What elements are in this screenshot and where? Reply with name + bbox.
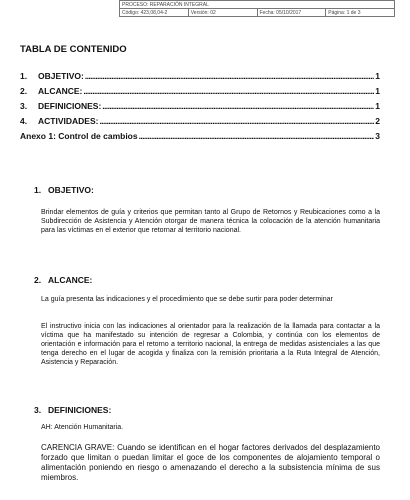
section-title: OBJETIVO: <box>48 185 94 195</box>
header-code: Código: 423,08,04-2 <box>120 9 189 17</box>
toc-item-definiciones[interactable] <box>20 101 380 116</box>
toc-item-alcance[interactable] <box>20 86 380 101</box>
toc-item-page: 1 <box>375 71 380 81</box>
alcance-paragraph-2: El instructivo inicia con las indicaciones al orientador para la realización de la llamada para contactar a la víctima que ha manifestado su intención de regresar a Colombia, y continúa con los elementos de orientación e información para el retorno a territorio nacional, la entrega de medidas asistenciales a las que tenga derecho en el lugar de acogida y finaliza con la remisión prioritaria a la Ruta Integral de Atención, Asistencia y Reparación. <box>41 323 380 366</box>
toc-item-page: 1 <box>375 86 380 96</box>
toc-leader-dots <box>85 71 374 81</box>
section-number: 2. <box>34 275 42 285</box>
toc-item-label: Anexo 1: Control de cambios <box>20 131 138 141</box>
toc-leader-dots <box>83 86 374 96</box>
definition-ah: AH: Atención Humanitaria. <box>41 424 124 431</box>
definition-term: CARENCIA GRAVE: <box>41 443 115 452</box>
header-process: PROCESO: REPARACIÓN INTEGRAL <box>120 1 395 9</box>
toc-title: TABLA DE CONTENIDO <box>20 44 127 55</box>
section-title: ALCANCE: <box>48 275 93 285</box>
toc-item-number: 3. <box>20 101 28 111</box>
document-header-table <box>119 0 395 17</box>
section-heading-alcance <box>34 275 92 285</box>
toc-item-page: 1 <box>375 101 380 111</box>
toc-item-actividades[interactable] <box>20 116 380 131</box>
toc-item-anexo[interactable] <box>20 131 380 145</box>
alcance-paragraph-1: La guía presenta las indicaciones y el procedimiento que se debe surtir para poder determinar <box>41 296 333 303</box>
objetivo-paragraph: Brindar elementos de guía y criterios que permitan tanto al Grupo de Retornos y Reubicaciones como a la Subdirección de Asistencia y Atención otorgar de manera técnica la colocación de la atención humanitaria para las víctimas en el exterior que retornar al territorio nacional. <box>41 209 380 235</box>
toc-item-page: 3 <box>375 131 380 141</box>
section-heading-objetivo <box>34 185 94 195</box>
table-of-contents <box>20 71 380 145</box>
toc-item-number: 4. <box>20 116 28 126</box>
toc-item-page: 2 <box>375 116 380 126</box>
toc-item-objetivo[interactable] <box>20 71 380 86</box>
section-number: 3. <box>34 405 42 415</box>
header-version: Versión: 02 <box>188 9 257 17</box>
section-heading-definiciones <box>34 405 111 415</box>
toc-item-label: ACTIVIDADES: <box>38 116 99 126</box>
definition-text: Cuando se identifican en el hogar factores derivados del desplazamiento forzado que limitan o puedan limitar el goce de los componentes de alojamiento temporal o alimentación poniendo en riesgo o amenazando el derecho a la subsistencia mínima de sus miembros. <box>41 443 380 482</box>
toc-leader-dots <box>139 131 375 141</box>
toc-item-number: 2. <box>20 86 28 96</box>
toc-leader-dots <box>99 116 374 126</box>
toc-item-label: OBJETIVO: <box>38 71 84 81</box>
section-title: DEFINICIONES: <box>48 405 112 415</box>
toc-item-number: 1. <box>20 71 28 81</box>
section-number: 1. <box>34 185 42 195</box>
header-date: Fecha: 05/10/2017 <box>257 9 326 17</box>
definition-carencia-grave <box>41 443 380 483</box>
toc-leader-dots <box>102 101 374 111</box>
toc-item-label: DEFINICIONES: <box>38 101 102 111</box>
toc-item-label: ALCANCE: <box>38 86 83 96</box>
header-page: Página: 1 de 3 <box>326 9 395 17</box>
